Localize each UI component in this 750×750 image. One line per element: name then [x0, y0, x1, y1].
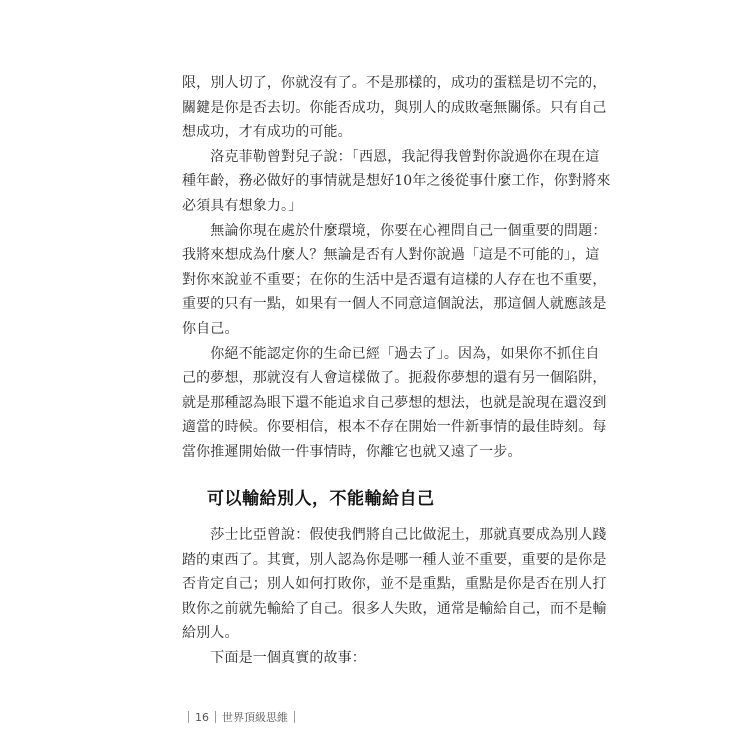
text-line: 就是那種認為眼下還不能追求自己夢想的想法，也就是說現在還沒到: [182, 394, 607, 411]
book-title: 世界頂級思維: [222, 711, 288, 724]
text-line: 想成功，才有成功的可能。: [182, 124, 352, 141]
text-line: 種年齡，務必做好的事情就是想好10年之後從事什麼工作，你對將來: [182, 173, 611, 190]
text-line: 必須具有想象力。」: [182, 197, 303, 214]
text-line: 下面是一個真實的故事：: [182, 649, 366, 666]
text-line: 重要的只有一點，如果有一個人不同意這個說法，那這個人就應該是: [182, 296, 607, 313]
text-line: 無論你現在處於什麼環境，你要在心裡問自己一個重要的問題：: [182, 222, 607, 239]
footer-divider: [294, 711, 295, 723]
text-line: 適當的時候。你要相信，根本不存在開始一件新事情的最佳時刻。每: [182, 419, 607, 436]
footer-divider: [215, 711, 216, 723]
body-text-section-2: [182, 523, 607, 671]
text-line: 你自己。: [182, 320, 239, 337]
text-line: 限，別人切了，你就沒有了。不是那樣的，成功的蛋糕是切不完的，: [182, 75, 607, 91]
text-line: 關鍵是你是否去切。你能否成功，與別人的成敗毫無關係。只有自己: [182, 99, 607, 116]
body-text-section-1: [182, 71, 611, 465]
text-line: 莎士比亞曾說：假使我們將自己比做泥土，那就真要成為別人踐: [182, 527, 607, 543]
footer-divider: [188, 711, 189, 723]
page-number: 16: [195, 710, 209, 724]
text-line: 洛克菲勒曾對兒子說：「西恩，我記得我曾對你說過你在現在這: [182, 148, 600, 165]
page-footer: [182, 709, 301, 725]
text-line: 己的夢想，那就沒有人會這樣做了。扼殺你夢想的還有另一個陷阱，: [182, 370, 607, 387]
text-line: 我將來想成為什麼人？無論是否有人對你說過「這是不可能的」，這: [182, 247, 600, 264]
text-line: 對你來說並不重要；在你的生活中是否還有這樣的人存在也不重要，: [182, 271, 607, 288]
text-line: 給別人。: [182, 625, 239, 642]
text-line: 否肯定自己；別人如何打敗你，並不是重點，重點是你是否在別人打: [182, 576, 607, 593]
text-line: 踏的東西了。其實，別人認為你是哪一種人並不重要，重要的是你是: [182, 551, 607, 568]
text-line: 你絕不能認定你的生命已經「過去了」。因為，如果你不抓住自: [182, 345, 600, 362]
text-line: 當你推遲開始做一件事情時，你離它也就又遠了一步。: [182, 443, 522, 460]
text-line: 敗你之前就先輸給了自己。很多人失敗，通常是輸給自己，而不是輸: [182, 600, 607, 617]
section-heading: 可以輸給別人，不能輸給自己: [207, 489, 435, 509]
